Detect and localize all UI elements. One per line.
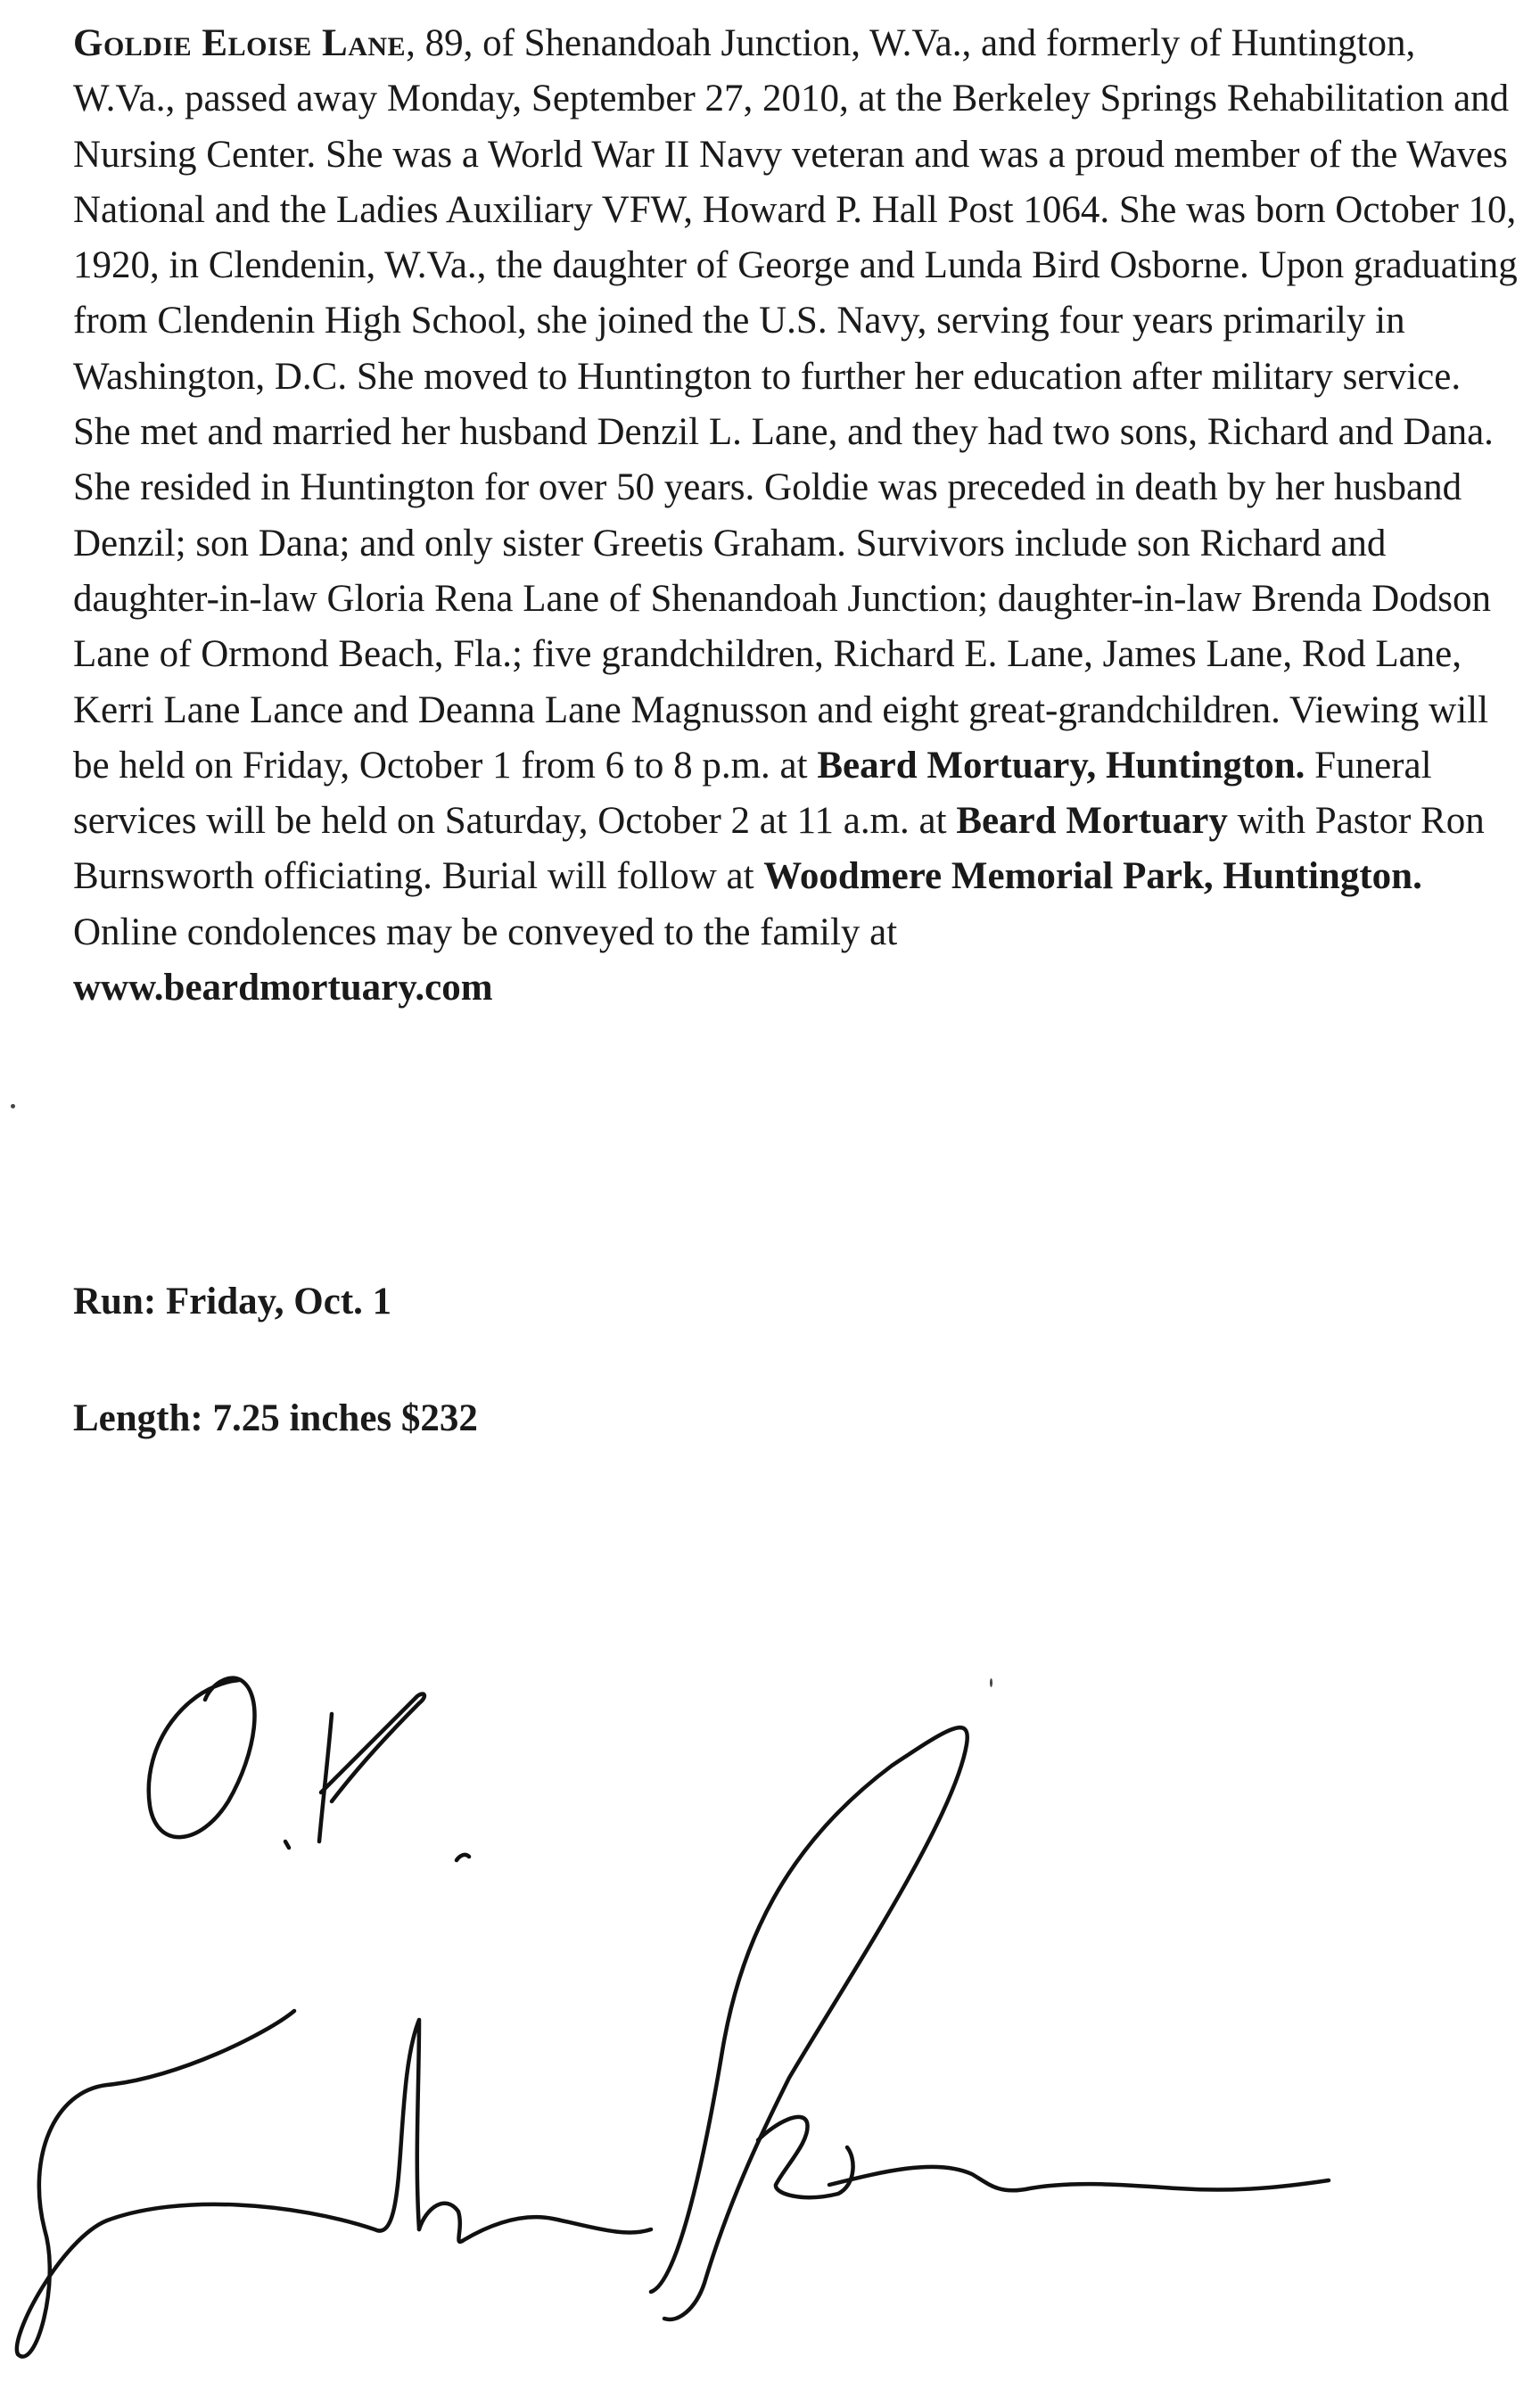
signature-first-name	[419, 2204, 651, 2242]
mortuary-website: www.beardmortuary.com	[73, 967, 493, 1009]
cemetery-name: Woodmere Memorial Park, Huntington.	[763, 855, 1422, 898]
signature-last-name	[829, 2167, 1329, 2191]
obituary-body-part-2: Funeral services will be held on Saturday, October 2 at 11 a.m. at	[73, 744, 1432, 843]
handwritten-signature	[0, 1659, 1540, 2381]
obituary-body-part-4: Online condolences may be conveyed to the family at	[73, 910, 898, 953]
signature-dot	[285, 1841, 289, 1848]
mortuary-name: Beard Mortuary	[956, 800, 1228, 843]
run-date: Run: Friday, Oct. 1	[73, 1281, 392, 1322]
signature-last-name	[651, 1727, 968, 2319]
ad-length-price: Length: 7.25 inches $232	[73, 1397, 478, 1439]
obituary-text	[73, 16, 1518, 1016]
obituary-body-part-3: with Pastor Ron Burnsworth officiating. Burial will follow at	[73, 800, 1485, 898]
signature-k-stroke	[319, 1714, 332, 1841]
scan-speck	[11, 1104, 15, 1108]
signature-o-stroke	[149, 1678, 255, 1837]
signature-first-name	[17, 2011, 419, 2357]
mortuary-name-location: Beard Mortuary, Huntington.	[817, 744, 1305, 787]
signature-dot	[457, 1855, 469, 1860]
obituary-body-part-1: , 89, of Shenandoah Junction, W.Va., and formerly of Huntington, W.Va., passed away Monday, September 27, 2010, at the Berkeley Springs Rehabilitation and Nursing Center. She was a World War II Navy veteran and was a proud member of the Waves National and the Ladies Auxiliary VFW, Howard P. Hall Post 1064. She was born October 10, 1920, in Clendenin, W.Va., the daughter of George and Lunda Bird Osborne. Upon graduating from Clendenin High School, she joined the U.S. Navy, serving four years primarily in Washington, D.C. She moved to Huntington to further her education after military service. She met and married her husband Denzil L. Lane, and they had two sons, Richard and Dana. She resided in Huntington for over 50 years. Goldie was preceded in death by her husband Denzil; son Dana; and only sister Greetis Graham. Survivors include son Richard and daughter-in-law Gloria Rena Lane of Shenandoah Junction; daughter-in-law Brenda Dodson Lane of Ormond Beach, Fla.; five grandchildren, Richard E. Lane, James Lane, Rod Lane, Kerri Lane Lance and Deanna Lane Magnusson and eight great-grandchildren. Viewing will be held on Friday, October 1 from 6 to 8 p.m. at	[73, 22, 1518, 787]
signature-k-stroke	[321, 1694, 424, 1801]
deceased-name: Goldie Eloise Lane	[73, 22, 407, 64]
signature-last-name	[758, 2117, 853, 2197]
